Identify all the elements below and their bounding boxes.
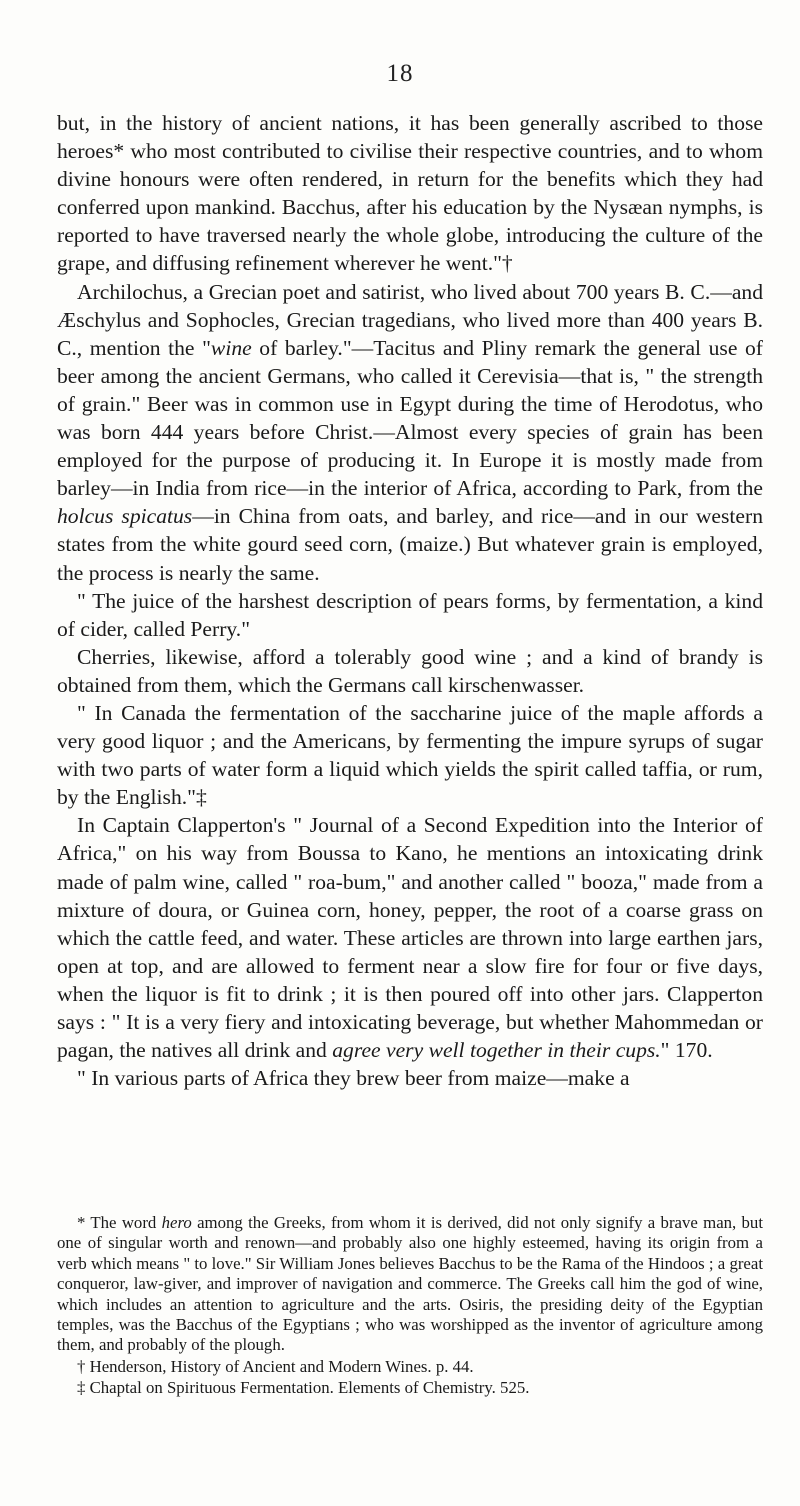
paragraph-maple: " In Canada the fermentation of the saccharine juice of the maple affords a very good liquor ; and the Americans, by fermenting the impure syrups of sugar with two parts of water form a liquid which yields the spirit called taffia, or rum, by the English."‡ <box>57 700 763 810</box>
paragraph-barley-wine-part-1: Archilochus, a Grecian poet and satirist, who lived about 700 years B. C.—and Æschylus and Sophocles, Grecian tragedians, who lived more than 400 years B. C., mention the " <box>57 279 763 360</box>
paragraph-clapperton-part-2: " 170. <box>660 1038 713 1063</box>
paragraph-africa-maize: " In various parts of Africa they brew beer from maize—make a <box>77 1066 630 1091</box>
paragraph-barley-wine <box>57 278 763 587</box>
emphasis-wine: wine <box>210 335 252 360</box>
paragraph-perry: " The juice of the harshest description of pears forms, by fermentation, a kind of cider, called Perry." <box>57 588 763 641</box>
paragraph-barley-wine-part-3: —in China from oats, and barley, and rice—and in our western states from the white gourd seed corn, (maize.) But whatever grain is employed, the process is nearly the same. <box>57 504 763 585</box>
footnote-chaptal: ‡ Chaptal on Spirituous Fermentation. Elements of Chemistry. 525. <box>77 1378 530 1398</box>
page-number: 18 <box>386 60 414 87</box>
emphasis-agree: agree very well together in their cups. <box>332 1038 661 1063</box>
paragraph-cherries: Cherries, likewise, afford a tolerably good wine ; and a kind of brandy is obtained from them, which the Germans call kirschenwasser. <box>57 644 763 697</box>
paragraph-barley-wine-part-2: of barley."—Tacitus and Pliny remark the general use of beer among the ancient Germans, who called it Cerevisia—that is, " the strength of grain." Beer was in common use in Egypt during the time of Herodotus, who was born 444 years before Christ.—Almost every species of grain has been employed for the purpose of producing it. In Europe it is mostly made from barley—in India from rice—in the interior of Africa, according to Park, from the <box>57 335 763 501</box>
emphasis-holcus-spicatus: holcus spicatus <box>57 504 193 529</box>
footnotes <box>57 1213 763 1399</box>
footnote-hero-part-2: among the Greeks, from whom it is derived, did not only signify a brave man, but one of singular worth and renown—and probably also one highly esteemed, having its origin from a verb which means " to love." Sir William Jones believes Bacchus to be the Rama of the Hindoos ; a great conqueror, law-giver, and improver of navigation and commerce. The Greeks call him the god of wine, which includes an attention to agriculture and the arts. Osiris, the presiding deity of the Egyptian temples, was the Bacchus of the Egyptians ; who was worshipped as the inventor of agriculture among them, and probably of the plough. <box>57 1213 763 1355</box>
paragraph-heroes: but, in the history of ancient nations, it has been generally ascribed to those heroes* who most contributed to civilise their respective countries, and to whom divine honours were often rendered, in return for the benefits which they had conferred upon mankind. Bacchus, after his education by the Nysæan nymphs, is reported to have traversed nearly the whole globe, introducing the culture of the grape, and diffusing refinement wherever he went."† <box>57 111 763 276</box>
footnote-henderson: † Henderson, History of Ancient and Modern Wines. p. 44. <box>77 1356 474 1376</box>
main-text <box>57 109 763 1092</box>
footnote-hero-part-1: * The word <box>77 1213 162 1232</box>
emphasis-hero: hero <box>161 1213 192 1232</box>
footnote-hero <box>57 1213 763 1356</box>
paragraph-clapperton-part-1: In Captain Clapperton's " Journal of a Second Expedition into the Interior of Africa," on his way from Boussa to Kano, he mentions an intoxicating drink made of palm wine, called " roa-bum," and another called " booza," made from a mixture of doura, or Guinea corn, honey, pepper, the root of a coarse grass on which the cattle feed, and water. These articles are thrown into large earthen jars, open at top, and are allowed to ferment near a slow fire for four or five days, when the liquor is fit to drink ; it is then poured off into other jars. Clapperton says : " It is a very fiery and intoxicating beverage, but whether Mahommedan or pagan, the natives all drink and <box>57 813 763 1063</box>
paragraph-clapperton <box>57 811 763 1064</box>
